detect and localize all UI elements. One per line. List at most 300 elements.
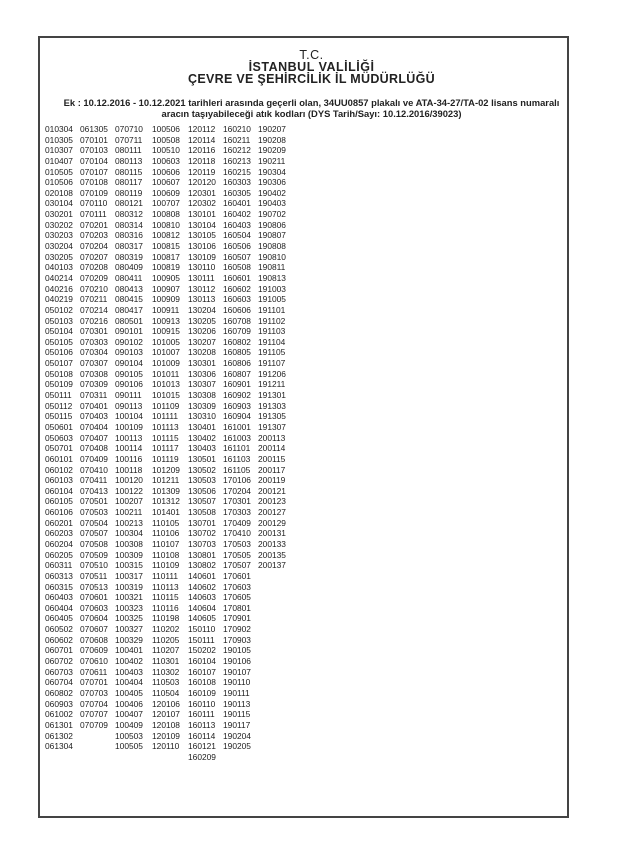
waste-code: 101211	[152, 475, 180, 486]
waste-code: 190117	[223, 719, 251, 730]
waste-code: 190211	[258, 155, 286, 166]
waste-code: 060204	[45, 538, 73, 549]
waste-code: 160602	[223, 283, 251, 294]
waste-code: 190702	[258, 209, 286, 220]
waste-code: 101312	[152, 496, 180, 507]
waste-code: 030104	[45, 198, 73, 209]
waste-code: 100812	[152, 230, 180, 241]
waste-code: 070508	[80, 538, 108, 549]
waste-code: 030203	[45, 230, 73, 241]
waste-code: 101117	[152, 443, 179, 454]
waste-code: 140601	[188, 570, 216, 581]
waste-code: 170901	[223, 613, 251, 624]
waste-code: 060101	[45, 453, 73, 464]
waste-code: 070607	[80, 624, 108, 635]
waste-code: 160903	[223, 400, 251, 411]
waste-code: 050701	[45, 443, 73, 454]
waste-code: 191104	[258, 336, 286, 347]
waste-code: 161003	[223, 432, 251, 443]
waste-code: 070209	[80, 272, 108, 283]
waste-code: 160708	[223, 315, 251, 326]
waste-code: 080111	[115, 145, 142, 156]
waste-code: 130508	[188, 507, 216, 518]
waste-code: 050107	[45, 358, 73, 369]
waste-code: 130502	[188, 464, 216, 475]
waste-code: 160107	[188, 666, 216, 677]
waste-code: 160104	[188, 656, 216, 667]
waste-code: 110503	[152, 677, 180, 688]
waste-code: 130109	[188, 251, 216, 262]
waste-code: 070510	[80, 560, 108, 571]
waste-code: 100213	[115, 517, 143, 528]
waste-code: 070401	[80, 400, 108, 411]
waste-code: 070611	[80, 666, 108, 677]
waste-code: 170902	[223, 624, 251, 635]
waste-code: 130106	[188, 241, 216, 252]
waste-code: 110202	[152, 624, 180, 635]
waste-code: 191307	[258, 421, 286, 432]
waste-code: 120109	[152, 730, 180, 741]
waste-code: 110504	[152, 687, 180, 698]
waste-code: 090104	[115, 358, 143, 369]
waste-code: 160805	[223, 347, 251, 358]
waste-code: 161101	[223, 443, 251, 454]
waste-code: 101005	[152, 336, 180, 347]
waste-code: 160108	[188, 677, 216, 688]
waste-code: 100120	[115, 475, 143, 486]
waste-code: 060404	[45, 602, 73, 613]
waste-code: 090103	[115, 347, 143, 358]
waste-code: 061002	[45, 709, 73, 720]
header-country: T.C.	[299, 48, 324, 62]
waste-code: 120110	[152, 741, 180, 752]
waste-code: 101109	[152, 400, 180, 411]
waste-code: 070603	[80, 602, 108, 613]
waste-code: 050105	[45, 336, 73, 347]
waste-code: 160807	[223, 368, 251, 379]
waste-code: 101111	[152, 411, 179, 422]
waste-code: 130310	[188, 411, 216, 422]
waste-code: 100319	[115, 581, 143, 592]
waste-code: 101113	[152, 421, 179, 432]
waste-code: 070111	[80, 209, 107, 220]
waste-code: 060313	[45, 570, 73, 581]
code-column	[188, 124, 228, 762]
waste-code: 130503	[188, 475, 216, 486]
waste-code: 100406	[115, 698, 143, 709]
waste-code: 090113	[115, 400, 143, 411]
waste-code: 060103	[45, 475, 73, 486]
waste-code: 100315	[115, 560, 143, 571]
waste-code: 130507	[188, 496, 216, 507]
waste-code: 191303	[258, 400, 286, 411]
waste-code: 110198	[152, 613, 180, 624]
waste-code: 120108	[152, 719, 180, 730]
waste-code: 190111	[223, 687, 250, 698]
waste-code: 030201	[45, 209, 73, 220]
waste-code: 100104	[115, 411, 143, 422]
waste-code: 170601	[223, 570, 251, 581]
waste-code: 191103	[258, 326, 286, 337]
waste-code: 100402	[115, 656, 143, 667]
waste-code: 100505	[115, 741, 143, 752]
waste-code: 190106	[223, 656, 251, 667]
waste-code: 130104	[188, 219, 216, 230]
waste-code: 200129	[258, 517, 286, 528]
waste-code: 070308	[80, 368, 108, 379]
waste-code: 070601	[80, 592, 108, 603]
waste-code: 070403	[80, 411, 108, 422]
waste-code: 130401	[188, 421, 216, 432]
waste-code: 160121	[188, 741, 216, 752]
waste-code: 070503	[80, 507, 108, 518]
waste-code: 190207	[258, 124, 286, 134]
waste-code: 050111	[45, 390, 72, 401]
waste-code: 130101	[188, 209, 216, 220]
waste-code: 130110	[188, 262, 216, 273]
waste-code: 190402	[258, 187, 286, 198]
waste-code: 070513	[80, 581, 108, 592]
waste-code: 200121	[258, 485, 286, 496]
code-column	[258, 124, 298, 571]
waste-code: 161103	[223, 453, 251, 464]
waste-code: 100325	[115, 613, 143, 624]
waste-code: 170605	[223, 592, 251, 603]
waste-code: 110207	[152, 645, 180, 656]
waste-code: 191206	[258, 368, 286, 379]
waste-code: 191005	[258, 294, 286, 305]
waste-code: 070501	[80, 496, 108, 507]
waste-code: 050112	[45, 400, 73, 411]
waste-code: 080501	[115, 315, 143, 326]
waste-code: 170303	[223, 507, 251, 518]
waste-code: 170503	[223, 538, 251, 549]
waste-code: 190113	[223, 698, 251, 709]
waste-code: 160709	[223, 326, 251, 337]
waste-code: 060104	[45, 485, 73, 496]
waste-code: 191101	[258, 304, 286, 315]
waste-code: 060602	[45, 634, 73, 645]
waste-code: 160305	[223, 187, 251, 198]
waste-code: 200117	[258, 464, 286, 475]
code-column	[223, 124, 263, 752]
waste-code: 070610	[80, 656, 108, 667]
waste-code: 100405	[115, 687, 143, 698]
waste-code: 170603	[223, 581, 251, 592]
waste-code: 010304	[45, 124, 73, 134]
waste-code: 100323	[115, 602, 143, 613]
waste-code: 070304	[80, 347, 108, 358]
waste-code: 100403	[115, 666, 143, 677]
waste-code: 070413	[80, 485, 108, 496]
waste-code: 060315	[45, 581, 73, 592]
waste-code: 070410	[80, 464, 108, 475]
waste-code: 100815	[152, 241, 180, 252]
waste-code: 160212	[223, 145, 251, 156]
waste-code: 101013	[152, 379, 180, 390]
waste-code: 130306	[188, 368, 216, 379]
waste-code: 070207	[80, 251, 108, 262]
waste-code: 130207	[188, 336, 216, 347]
waste-code: 120302	[188, 198, 216, 209]
waste-code: 070210	[80, 283, 108, 294]
waste-code: 161105	[223, 464, 251, 475]
waste-code: 190813	[258, 272, 286, 283]
waste-code: 040219	[45, 294, 73, 305]
waste-code: 160504	[223, 230, 251, 241]
waste-code: 110111	[152, 570, 179, 581]
waste-code: 100407	[115, 709, 143, 720]
waste-code: 060203	[45, 528, 73, 539]
waste-code: 120119	[188, 166, 216, 177]
waste-code: 140605	[188, 613, 216, 624]
waste-code: 140603	[188, 592, 216, 603]
header-directorate: ÇEVRE VE ŞEHİRCİLİK İL MÜDÜRLÜĞÜ	[188, 72, 435, 86]
waste-code: 100817	[152, 251, 180, 262]
waste-code: 160114	[188, 730, 216, 741]
waste-code: 070507	[80, 528, 108, 539]
waste-code: 190205	[223, 741, 251, 752]
waste-code: 100122	[115, 485, 143, 496]
waste-code: 190808	[258, 241, 286, 252]
waste-code: 110302	[152, 666, 180, 677]
waste-code: 070107	[80, 166, 108, 177]
waste-code: 170410	[223, 528, 251, 539]
waste-code: 080411	[115, 272, 143, 283]
waste-code: 060702	[45, 656, 73, 667]
waste-code: 160508	[223, 262, 251, 273]
waste-code: 100329	[115, 634, 143, 645]
waste-code: 191105	[258, 347, 286, 358]
waste-code: 191301	[258, 390, 286, 401]
waste-code: 110116	[152, 602, 179, 613]
waste-code: 070216	[80, 315, 108, 326]
waste-code: 191211	[258, 379, 286, 390]
waste-code: 040103	[45, 262, 73, 273]
waste-code: 130208	[188, 347, 216, 358]
waste-code: 070309	[80, 379, 108, 390]
waste-code: 010505	[45, 166, 73, 177]
waste-code: 050102	[45, 304, 73, 315]
waste-code: 070409	[80, 453, 108, 464]
waste-code: 190209	[258, 145, 286, 156]
waste-code: 060201	[45, 517, 73, 528]
waste-code: 101115	[152, 432, 179, 443]
waste-code: 080119	[115, 187, 143, 198]
waste-code: 060502	[45, 624, 73, 635]
waste-code: 160109	[188, 687, 216, 698]
waste-code: 110107	[152, 538, 180, 549]
waste-code: 060405	[45, 613, 73, 624]
waste-code: 080121	[115, 198, 143, 209]
waste-code: 130112	[188, 283, 216, 294]
waste-code: 191305	[258, 411, 286, 422]
waste-code: 070704	[80, 698, 108, 709]
waste-code: 070608	[80, 634, 108, 645]
waste-code: 090101	[115, 326, 143, 337]
waste-code: 130506	[188, 485, 216, 496]
waste-code: 100607	[152, 177, 180, 188]
waste-code: 160111	[188, 709, 215, 720]
waste-code: 100911	[152, 304, 180, 315]
waste-code: 100506	[152, 124, 180, 134]
waste-code: 100211	[115, 507, 143, 518]
waste-code: 070110	[80, 198, 108, 209]
waste-code: 190810	[258, 251, 286, 262]
waste-code: 070411	[80, 475, 108, 486]
waste-code: 100308	[115, 538, 143, 549]
waste-code: 090105	[115, 368, 143, 379]
waste-code: 060105	[45, 496, 73, 507]
waste-code: 130111	[188, 272, 215, 283]
waste-code: 130105	[188, 230, 216, 241]
waste-code: 170801	[223, 602, 251, 613]
waste-code: 120120	[188, 177, 216, 188]
waste-code: 140604	[188, 602, 216, 613]
waste-code: 130205	[188, 315, 216, 326]
waste-code: 060903	[45, 698, 73, 709]
waste-code: 100909	[152, 294, 180, 305]
waste-code: 200127	[258, 507, 286, 518]
waste-code: 160213	[223, 155, 251, 166]
code-column	[45, 124, 85, 752]
waste-code: 120114	[188, 134, 216, 145]
waste-code: 100401	[115, 645, 143, 656]
waste-code: 100207	[115, 496, 143, 507]
waste-code: 130113	[188, 294, 216, 305]
waste-code: 130403	[188, 443, 216, 454]
waste-code: 130801	[188, 549, 216, 560]
waste-code: 140602	[188, 581, 216, 592]
waste-code: 050108	[45, 368, 73, 379]
waste-code: 190806	[258, 219, 286, 230]
waste-code: 060205	[45, 549, 73, 560]
waste-code: 080415	[115, 294, 143, 305]
waste-code: 120116	[188, 145, 216, 156]
waste-code: 070109	[80, 187, 108, 198]
waste-code: 100503	[115, 730, 143, 741]
waste-code: 100109	[115, 421, 143, 432]
waste-code: 191003	[258, 283, 286, 294]
waste-code: 160904	[223, 411, 251, 422]
code-column	[152, 124, 192, 752]
waste-code: 170301	[223, 496, 251, 507]
waste-code: 060701	[45, 645, 73, 656]
waste-code: 190105	[223, 645, 251, 656]
waste-code: 200123	[258, 496, 286, 507]
waste-code: 050106	[45, 347, 73, 358]
waste-code: 050601	[45, 421, 73, 432]
waste-code: 160210	[223, 124, 251, 134]
waste-code: 170507	[223, 560, 251, 571]
waste-code: 100409	[115, 719, 143, 730]
waste-code: 061304	[45, 741, 73, 752]
waste-code: 100905	[152, 272, 180, 283]
waste-code: 101009	[152, 358, 180, 369]
waste-code: 101011	[152, 368, 180, 379]
waste-code: 160303	[223, 177, 251, 188]
waste-code: 110108	[152, 549, 180, 560]
waste-code: 191107	[258, 358, 286, 369]
waste-code: 110106	[152, 528, 180, 539]
waste-code: 070307	[80, 358, 108, 369]
waste-code: 100317	[115, 570, 143, 581]
waste-code: 150110	[188, 624, 216, 635]
waste-code: 070711	[115, 134, 143, 145]
waste-code: 120112	[188, 124, 216, 134]
waste-code: 050104	[45, 326, 73, 337]
waste-code: 100309	[115, 549, 143, 560]
waste-code: 060102	[45, 464, 73, 475]
waste-code: 200115	[258, 453, 286, 464]
waste-code: 100915	[152, 326, 180, 337]
waste-code: 200131	[258, 528, 286, 539]
waste-code: 110113	[152, 581, 179, 592]
waste-code: 130206	[188, 326, 216, 337]
waste-code: 050603	[45, 432, 73, 443]
waste-code: 061302	[45, 730, 73, 741]
waste-code: 200133	[258, 538, 286, 549]
waste-code: 070311	[80, 390, 108, 401]
waste-code: 070504	[80, 517, 108, 528]
waste-code: 070710	[115, 124, 143, 134]
waste-code: 190306	[258, 177, 286, 188]
waste-code: 130301	[188, 358, 216, 369]
waste-code: 070407	[80, 432, 108, 443]
waste-code: 070301	[80, 326, 108, 337]
waste-code: 070203	[80, 230, 108, 241]
waste-code: 030205	[45, 251, 73, 262]
waste-code: 161001	[223, 421, 251, 432]
waste-code: 190115	[223, 709, 251, 720]
waste-code: 050109	[45, 379, 73, 390]
waste-code: 050115	[45, 411, 73, 422]
waste-code: 070208	[80, 262, 108, 273]
waste-code: 160401	[223, 198, 251, 209]
waste-code: 050103	[45, 315, 73, 326]
waste-code: 160215	[223, 166, 251, 177]
waste-code: 060311	[45, 560, 73, 571]
waste-code: 170106	[223, 475, 251, 486]
waste-code: 100603	[152, 155, 180, 166]
waste-code: 061305	[80, 124, 108, 134]
waste-code: 191102	[258, 315, 286, 326]
waste-code: 070707	[80, 709, 108, 720]
waste-code: 200113	[258, 432, 286, 443]
waste-code: 070709	[80, 719, 108, 730]
waste-code: 100609	[152, 187, 180, 198]
waste-code: 150111	[188, 634, 215, 645]
waste-code: 120106	[152, 698, 180, 709]
waste-code: 010407	[45, 155, 73, 166]
waste-code: 130802	[188, 560, 216, 571]
waste-code: 130701	[188, 517, 216, 528]
waste-code: 160209	[188, 751, 216, 762]
header-governorship: İSTANBUL VALİLİĞİ	[248, 60, 375, 74]
waste-code: 080409	[115, 262, 143, 273]
waste-code: 160606	[223, 304, 251, 315]
waste-code: 080115	[115, 166, 143, 177]
waste-code: 110109	[152, 560, 180, 571]
waste-code: 070509	[80, 549, 108, 560]
waste-code: 160802	[223, 336, 251, 347]
waste-code: 061301	[45, 719, 73, 730]
waste-code: 100819	[152, 262, 180, 273]
waste-code: 130702	[188, 528, 216, 539]
waste-code: 160113	[188, 719, 216, 730]
waste-code: 101401	[152, 507, 180, 518]
waste-code: 130501	[188, 453, 216, 464]
